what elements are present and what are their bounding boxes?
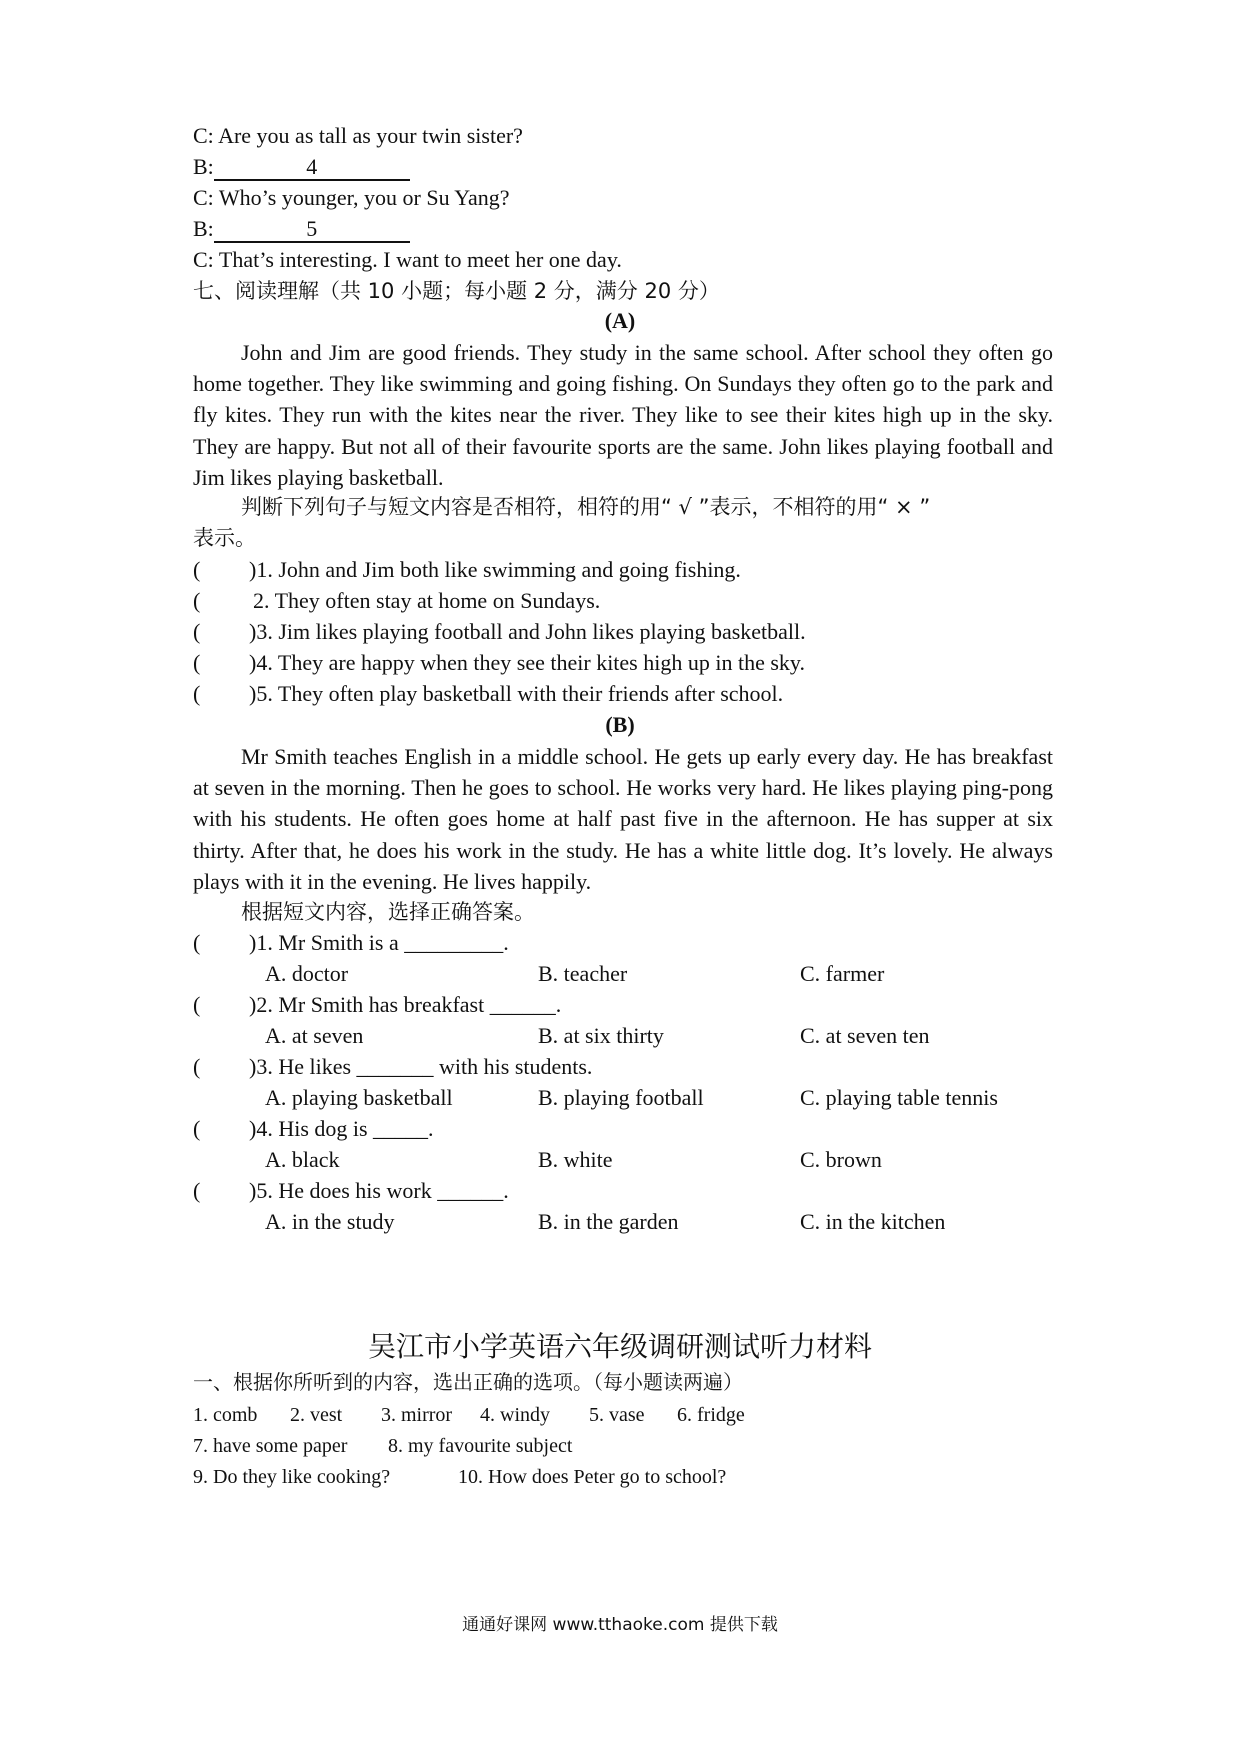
answer-paren[interactable]: (	[193, 681, 201, 706]
page-footer: 通通好课网 www.tthaoke.com 提供下载	[462, 1615, 778, 1635]
listening-item-6: 6. fridge	[677, 1404, 745, 1426]
option-b: B. playing football	[538, 1085, 704, 1110]
speaker-b: B:	[193, 154, 214, 179]
mc-question-1	[193, 929, 509, 957]
option-c: C. in the kitchen	[800, 1209, 946, 1234]
answer-paren[interactable]: (	[193, 1178, 201, 1203]
answer-blank-4: 4	[214, 155, 410, 181]
option-b: B. teacher	[538, 961, 628, 986]
option-a: A. doctor	[265, 961, 349, 986]
option-c: C. playing table tennis	[800, 1085, 998, 1110]
answer-paren[interactable]: (	[193, 992, 201, 1017]
question-stem: )3. He likes _______ with his students.	[249, 1054, 593, 1079]
answer-paren[interactable]: (	[193, 619, 201, 644]
speaker-b: B:	[193, 216, 214, 241]
listening-item-8: 8. my favourite subject	[388, 1435, 573, 1457]
option-b: B. in the garden	[538, 1209, 679, 1234]
mc-question-5	[193, 1177, 509, 1205]
item-text: 2. They often stay at home on Sundays.	[253, 588, 601, 613]
mc-question-2	[193, 991, 561, 1019]
option-c: C. at seven ten	[800, 1023, 930, 1048]
item-text: )4. They are happy when they see their kites high up in the sky.	[249, 650, 805, 675]
listening-item-9: 9. Do they like cooking?	[193, 1466, 391, 1488]
answer-paren[interactable]: (	[193, 557, 201, 582]
answer-paren[interactable]: (	[193, 930, 201, 955]
option-a: A. playing basketball	[265, 1085, 453, 1110]
option-c: C. farmer	[800, 961, 885, 986]
item-text: )1. John and Jim both like swimming and going fishing.	[249, 557, 741, 582]
passage-text: Mr Smith teaches English in a middle school. He gets up early every day. He has breakfast at seven in the morning. Then he goes to school. He works very hard. He likes playing ping-pong with his students. He often goes home at half past five in the afternoon. He has supper at six thirty. After that, he does his work in the study. He has a white little dog. It’s lovely. He always plays with it in the evening. He lives happily.	[193, 744, 1053, 894]
dialogue-line-4	[193, 215, 410, 243]
part-b-instruction: 根据短文内容，选择正确答案。	[241, 900, 535, 924]
item-text: )3. Jim likes playing football and John likes playing basketball.	[249, 619, 806, 644]
part-a-passage	[193, 337, 1053, 493]
answer-blank-5: 5	[214, 217, 410, 243]
part-a-instruction-cont: 表示。	[193, 526, 256, 550]
listening-item-7: 7. have some paper	[193, 1435, 348, 1457]
listening-section-heading: 一、根据你所听到的内容，选出正确的选项。（每小题读两遍）	[193, 1370, 743, 1394]
option-a: A. black	[265, 1147, 340, 1172]
part-a-instruction: 判断下列句子与短文内容是否相符，相符的用“ √ ”表示，不相符的用“ × ”	[241, 495, 931, 519]
option-a: A. at seven	[265, 1023, 364, 1048]
dialogue-line-5: C: That’s interesting. I want to meet her one day.	[193, 247, 622, 272]
listening-item-5: 5. vase	[589, 1404, 645, 1426]
mc-question-4	[193, 1115, 434, 1143]
judge-item-2	[193, 587, 600, 615]
option-b: B. at six thirty	[538, 1023, 664, 1048]
listening-item-1: 1. comb	[193, 1404, 258, 1426]
part-b-label: (B)	[605, 712, 635, 737]
answer-paren[interactable]: (	[193, 1054, 201, 1079]
option-c: C. brown	[800, 1147, 882, 1172]
question-stem: )1. Mr Smith is a _________.	[249, 930, 509, 955]
question-stem: )2. Mr Smith has breakfast ______.	[249, 992, 562, 1017]
option-b: B. white	[538, 1147, 613, 1172]
question-stem: )4. His dog is _____.	[249, 1116, 434, 1141]
dialogue-line-1: C: Are you as tall as your twin sister?	[193, 123, 523, 148]
option-a: A. in the study	[265, 1209, 395, 1234]
answer-paren[interactable]: (	[193, 1116, 201, 1141]
listening-item-10: 10. How does Peter go to school?	[458, 1466, 727, 1488]
section-heading: 七、阅读理解（共 10 小题；每小题 2 分，满分 20 分）	[193, 279, 720, 303]
listening-item-4: 4. windy	[480, 1404, 550, 1426]
passage-text: John and Jim are good friends. They study in the same school. After school they often go home together. They like swimming and going fishing. On Sundays they often go to the park and fly kites. They run with the kites near the river. They like to see their kites high up in the sky. They are happy. But not all of their favourite sports are the same. John likes playing football and Jim likes playing basketball.	[193, 340, 1053, 490]
listening-item-3: 3. mirror	[381, 1404, 453, 1426]
question-stem: )5. He does his work ______.	[249, 1178, 509, 1203]
part-b-passage	[193, 741, 1053, 897]
mc-question-3	[193, 1053, 592, 1081]
judge-item-4	[193, 649, 805, 677]
dialogue-line-2	[193, 153, 410, 181]
judge-item-3	[193, 618, 806, 646]
dialogue-line-3: C: Who’s younger, you or Su Yang?	[193, 185, 510, 210]
answer-paren[interactable]: (	[193, 588, 201, 613]
judge-item-1	[193, 556, 741, 584]
answer-paren[interactable]: (	[193, 650, 201, 675]
part-a-label: (A)	[604, 308, 636, 333]
judge-item-5	[193, 680, 783, 708]
listening-item-2: 2. vest	[290, 1404, 343, 1426]
item-text: )5. They often play basketball with their friends after school.	[249, 681, 784, 706]
listening-title: 吴江市小学英语六年级调研测试听力材料	[367, 1330, 872, 1363]
